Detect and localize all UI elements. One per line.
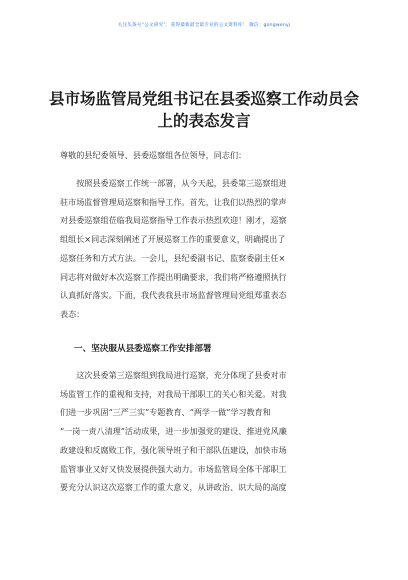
text-line: 认真抓好落实。下面，我代表我县市场监督管理局党组郑重表态 xyxy=(60,290,287,301)
text-line: 要充分认识这次巡察工作的重大意义，从讲政治、识大局的高度 xyxy=(60,482,287,493)
greeting-line: 尊敬的县纪委领导、县委巡察组各位领导，同志们： xyxy=(60,150,247,160)
promo-banner: 关注头条号“公文研究”，获得最新最全最专业的公文资料库！ 微信：gongwenyj xyxy=(117,23,291,28)
text-line: 同志将对做好本次巡察工作提出明确要求，我们将严格遵照执行 xyxy=(60,271,287,282)
title-line: 县市场监管局党组书记在县委巡察工作动员会 xyxy=(48,89,359,108)
text-line: 场监管工作的重视和支持，对我局干部职工的关心和关爱。对我 xyxy=(60,388,287,399)
text-line: 驻市场监督管理局巡察和指导工作。首先，让我们以热烈的掌声 xyxy=(60,196,287,207)
text-line: 对县委巡察组莅临我局巡察指导工作表示热烈欢迎！刚才，巡察 xyxy=(60,215,287,226)
text-line: 按照县委巡察工作统一部署，从今天起，县委第三巡察组进 xyxy=(60,178,287,188)
text-line: 们进一步巩固“三严三实”专题教育、“两学一做”学习教育和 xyxy=(60,407,271,418)
document-title xyxy=(42,88,366,132)
text-line: 这次县委第三巡察组到我局进行巡察，充分体现了县委对市 xyxy=(60,370,287,380)
text-line: “一岗一责八清理”活动成果，进一步加强党的建设、推进党风廉 xyxy=(60,426,287,437)
text-line: 组组长×同志深刻阐述了开展巡察工作的重要意义，明确提出了 xyxy=(60,234,286,245)
text-line: 表态： xyxy=(60,308,85,319)
paragraph-2 xyxy=(60,366,350,497)
paragraph-1 xyxy=(60,174,350,324)
section-heading-1: 一、坚决服从县委巡察工作安排部署 xyxy=(74,344,212,354)
text-line: 巡察任务和方式方法。一会儿，县纪委副书记、监察委副主任× xyxy=(60,252,286,263)
text-line: 监管事业又好又快发展提供强大动力。市场监管局全体干部职工 xyxy=(60,463,287,474)
title-line: 上的表态发言 xyxy=(157,111,251,130)
greeting xyxy=(60,146,350,165)
text-line: 政建设和反腐败工作，强化领导班子和干部队伍建设，加快市场 xyxy=(60,444,287,455)
